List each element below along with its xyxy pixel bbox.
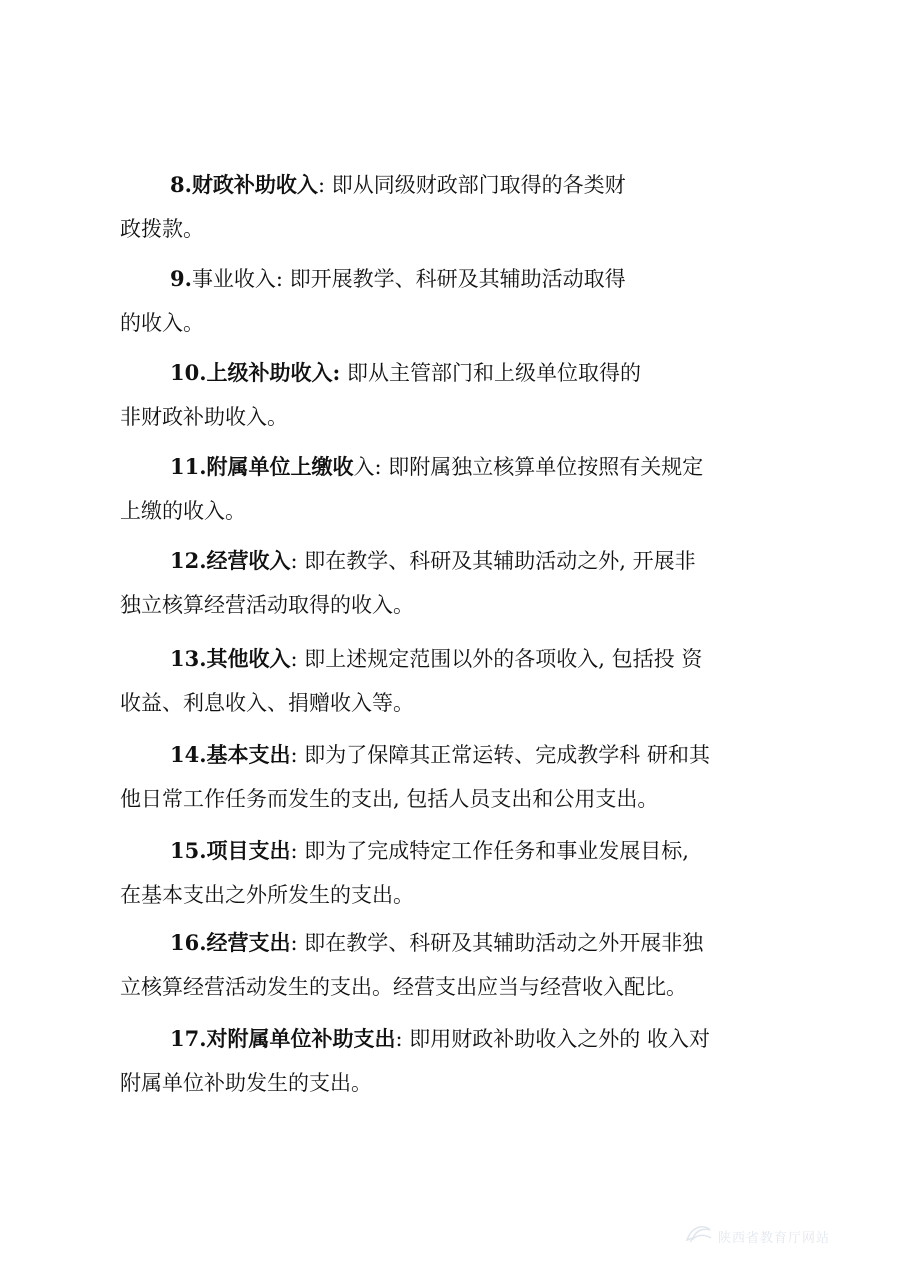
definition-item-11: [120, 444, 790, 534]
definition-term: 9.: [170, 266, 192, 291]
definition-item-15: [120, 828, 790, 918]
definition-line: 政拨款。: [120, 217, 204, 241]
definition-line: [120, 828, 790, 873]
definition-line: 的收入。: [120, 311, 204, 335]
definition-line: 附属单位补助发生的支出。: [120, 1071, 372, 1095]
definition-item-14: [120, 732, 790, 822]
definition-item-16: [120, 920, 790, 1010]
definition-term: 11.附属单位上缴收: [170, 454, 354, 479]
definition-text: 事业收入: 即开展教学、科研及其辅助活动取得: [191, 267, 626, 291]
definition-line: [120, 350, 790, 395]
definition-term: 14.基本支出: [170, 742, 291, 767]
definition-line: 立核算经营活动发生的支出。经营支出应当与经营收入配比。: [120, 975, 687, 999]
definition-term: 13.其他收入: [170, 646, 291, 671]
definition-item-13: [120, 636, 790, 726]
definition-term: 10.上级补助收入:: [170, 360, 341, 385]
definition-text: : 即从同级财政部门取得的各类财: [317, 173, 626, 197]
definition-line: [120, 920, 790, 965]
definition-text: : 即用财政补助收入之外的 收入对: [395, 1027, 710, 1051]
definition-item-17: [120, 1016, 790, 1106]
definition-line: 收益、利息收入、捐赠收入等。: [120, 691, 414, 715]
definition-term: 15.项目支出: [170, 838, 291, 863]
swirl-logo-icon: [684, 1222, 714, 1250]
definition-line: [120, 1016, 790, 1061]
definition-text: 入: 即附属独立核算单位按照有关规定: [353, 455, 704, 479]
definition-term: 17.对附属单位补助支出: [170, 1026, 396, 1051]
definition-text: : 即在教学、科研及其辅助活动之外开展非独: [290, 931, 704, 955]
definition-line: 独立核算经营活动取得的收入。: [120, 593, 414, 617]
definition-text: : 即为了完成特定工作任务和事业发展目标,: [290, 839, 689, 863]
definition-term: 16.经营支出: [170, 930, 291, 955]
definition-item-10: [120, 350, 790, 440]
definition-line: [120, 538, 790, 583]
site-watermark: [684, 1222, 874, 1250]
definition-line: [120, 732, 790, 777]
definition-text: : 即在教学、科研及其辅助活动之外, 开展非: [290, 549, 696, 573]
definition-text: 即从主管部门和上级单位取得的: [340, 361, 641, 385]
definition-line: 在基本支出之外所发生的支出。: [120, 883, 414, 907]
definition-item-8: [120, 162, 790, 252]
definition-line: 上缴的收入。: [120, 499, 246, 523]
definition-line: [120, 256, 790, 301]
watermark-text: 陕西省教育厅网站: [718, 1230, 831, 1246]
definition-line: [120, 444, 790, 489]
definition-item-12: [120, 538, 790, 628]
definition-line: 他日常工作任务而发生的支出, 包括人员支出和公用支出。: [120, 787, 659, 811]
definition-term: 8.财政补助收入: [170, 172, 318, 197]
definition-text: : 即上述规定范围以外的各项收入, 包括投 资: [290, 647, 703, 671]
definition-text: : 即为了保障其正常运转、完成教学科 研和其: [290, 743, 710, 767]
definition-line: [120, 636, 790, 681]
definition-line: 非财政补助收入。: [120, 405, 288, 429]
definition-term: 12.经营收入: [170, 548, 291, 573]
definition-item-9: [120, 256, 790, 346]
definition-line: [120, 162, 790, 207]
